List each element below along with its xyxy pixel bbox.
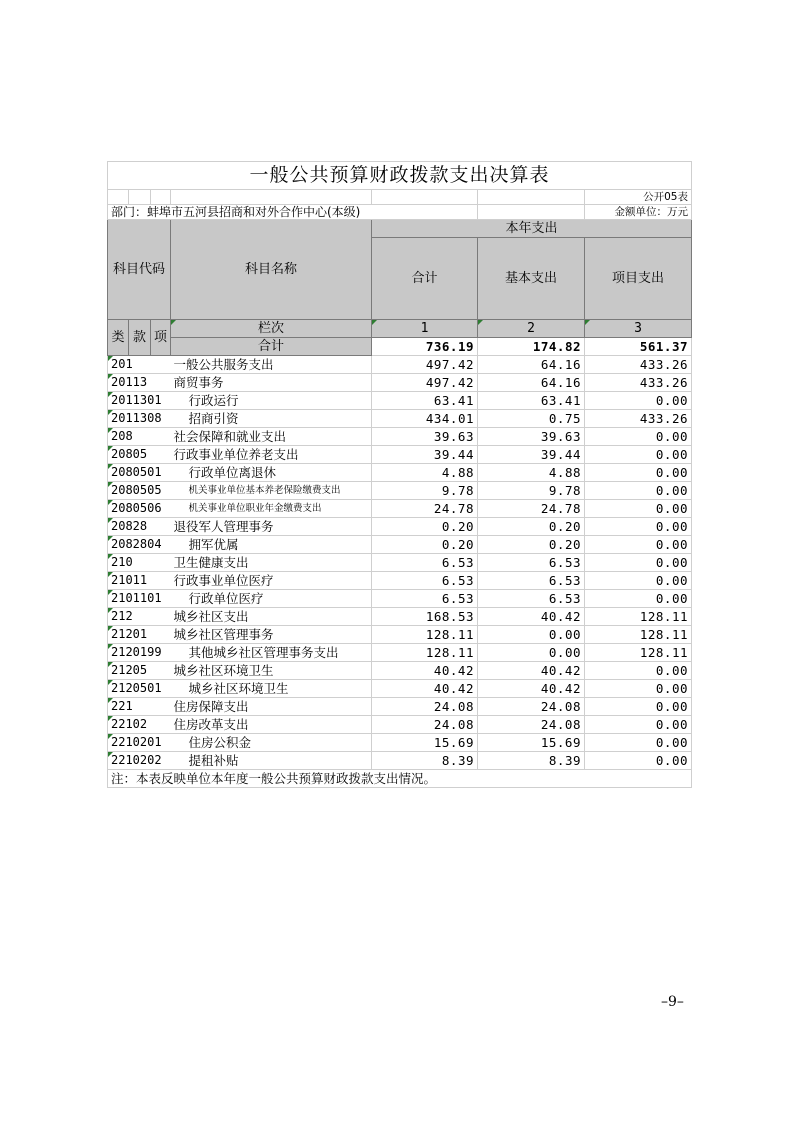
row-basic: 24.08 bbox=[478, 698, 585, 716]
row-name: 商贸事务 bbox=[171, 374, 372, 392]
table-row bbox=[108, 356, 692, 374]
row-name: 住房公积金 bbox=[171, 734, 372, 752]
row-basic: 0.75 bbox=[478, 410, 585, 428]
row-total: 15.69 bbox=[372, 734, 478, 752]
row-total: 4.88 bbox=[372, 464, 478, 482]
header-project: 项目支出 bbox=[585, 238, 692, 320]
row-code: 2082804 bbox=[108, 536, 171, 554]
row-total: 6.53 bbox=[372, 572, 478, 590]
row-total: 24.08 bbox=[372, 716, 478, 734]
header-subject-name: 科目名称 bbox=[171, 220, 372, 320]
row-code: 20828 bbox=[108, 518, 171, 536]
header-lei: 类 bbox=[108, 320, 129, 356]
table-row bbox=[108, 644, 692, 662]
row-name: 招商引资 bbox=[171, 410, 372, 428]
row-total: 9.78 bbox=[372, 482, 478, 500]
row-name: 行政单位离退休 bbox=[171, 464, 372, 482]
row-basic: 8.39 bbox=[478, 752, 585, 770]
row-name: 行政运行 bbox=[171, 392, 372, 410]
row-basic: 64.16 bbox=[478, 374, 585, 392]
budget-table bbox=[107, 161, 692, 788]
row-total: 39.44 bbox=[372, 446, 478, 464]
table-row bbox=[108, 752, 692, 770]
row-total: 40.42 bbox=[372, 662, 478, 680]
row-basic: 40.42 bbox=[478, 680, 585, 698]
table-note: 注：本表反映单位本年度一般公共预算财政拨款支出情况。 bbox=[108, 770, 692, 788]
row-code: 2080501 bbox=[108, 464, 171, 482]
table-row bbox=[108, 554, 692, 572]
row-name: 卫生健康支出 bbox=[171, 554, 372, 572]
row-total: 39.63 bbox=[372, 428, 478, 446]
header-subject-code: 科目代码 bbox=[108, 220, 171, 320]
row-basic: 40.42 bbox=[478, 608, 585, 626]
row-code: 2210202 bbox=[108, 752, 171, 770]
row-total: 128.11 bbox=[372, 644, 478, 662]
row-project: 0.00 bbox=[585, 572, 692, 590]
row-name: 住房改革支出 bbox=[171, 716, 372, 734]
row-total: 63.41 bbox=[372, 392, 478, 410]
table-row bbox=[108, 698, 692, 716]
row-name: 住房保障支出 bbox=[171, 698, 372, 716]
row-code: 21011 bbox=[108, 572, 171, 590]
row-project: 433.26 bbox=[585, 374, 692, 392]
row-project: 0.00 bbox=[585, 446, 692, 464]
row-total: 40.42 bbox=[372, 680, 478, 698]
row-code: 2120199 bbox=[108, 644, 171, 662]
row-code: 208 bbox=[108, 428, 171, 446]
row-project: 0.00 bbox=[585, 500, 692, 518]
form-code: 公开05表 bbox=[585, 190, 692, 205]
row-name: 城乡社区环境卫生 bbox=[171, 680, 372, 698]
row-code: 21201 bbox=[108, 626, 171, 644]
row-project: 0.00 bbox=[585, 680, 692, 698]
row-code: 2080505 bbox=[108, 482, 171, 500]
row-total: 0.20 bbox=[372, 518, 478, 536]
header-kuan: 款 bbox=[129, 320, 151, 356]
table-row bbox=[108, 536, 692, 554]
table-row bbox=[108, 572, 692, 590]
row-project: 0.00 bbox=[585, 518, 692, 536]
total-row bbox=[108, 338, 692, 356]
row-project: 0.00 bbox=[585, 536, 692, 554]
header-total: 合计 bbox=[372, 238, 478, 320]
header-basic: 基本支出 bbox=[478, 238, 585, 320]
row-basic: 39.63 bbox=[478, 428, 585, 446]
header-column-label: 栏次 bbox=[171, 320, 372, 338]
row-basic: 0.00 bbox=[478, 644, 585, 662]
row-project: 128.11 bbox=[585, 644, 692, 662]
row-basic: 6.53 bbox=[478, 554, 585, 572]
table-row bbox=[108, 590, 692, 608]
row-code: 212 bbox=[108, 608, 171, 626]
row-name: 拥军优属 bbox=[171, 536, 372, 554]
row-project: 433.26 bbox=[585, 356, 692, 374]
row-name: 提租补贴 bbox=[171, 752, 372, 770]
row-basic: 24.78 bbox=[478, 500, 585, 518]
row-total: 497.42 bbox=[372, 356, 478, 374]
row-project: 0.00 bbox=[585, 554, 692, 572]
unit-label: 金额单位：万元 bbox=[585, 205, 692, 220]
row-project: 0.00 bbox=[585, 752, 692, 770]
table-row bbox=[108, 446, 692, 464]
row-basic: 15.69 bbox=[478, 734, 585, 752]
row-project: 0.00 bbox=[585, 734, 692, 752]
page-number: –9– bbox=[661, 994, 684, 1010]
row-code: 20113 bbox=[108, 374, 171, 392]
row-code: 2101101 bbox=[108, 590, 171, 608]
total-basic: 174.82 bbox=[478, 338, 585, 356]
row-name: 退役军人管理事务 bbox=[171, 518, 372, 536]
row-basic: 6.53 bbox=[478, 572, 585, 590]
row-basic: 4.88 bbox=[478, 464, 585, 482]
department-label: 部门：蚌埠市五河县招商和对外合作中心(本级) bbox=[108, 205, 478, 220]
table-row bbox=[108, 716, 692, 734]
row-code: 2210201 bbox=[108, 734, 171, 752]
row-basic: 0.20 bbox=[478, 536, 585, 554]
row-basic: 63.41 bbox=[478, 392, 585, 410]
row-code: 2080506 bbox=[108, 500, 171, 518]
row-code: 2011301 bbox=[108, 392, 171, 410]
row-name: 行政事业单位医疗 bbox=[171, 572, 372, 590]
table-row bbox=[108, 608, 692, 626]
row-total: 24.08 bbox=[372, 698, 478, 716]
table-title: 一般公共预算财政拨款支出决算表 bbox=[108, 162, 692, 190]
header-current-year: 本年支出 bbox=[372, 220, 692, 238]
row-total: 24.78 bbox=[372, 500, 478, 518]
row-name: 社会保障和就业支出 bbox=[171, 428, 372, 446]
table-row bbox=[108, 626, 692, 644]
table-row bbox=[108, 680, 692, 698]
row-project: 0.00 bbox=[585, 428, 692, 446]
table-row bbox=[108, 392, 692, 410]
row-project: 0.00 bbox=[585, 590, 692, 608]
row-basic: 0.20 bbox=[478, 518, 585, 536]
row-basic: 64.16 bbox=[478, 356, 585, 374]
row-code: 22102 bbox=[108, 716, 171, 734]
table-row bbox=[108, 662, 692, 680]
row-code: 2011308 bbox=[108, 410, 171, 428]
header-col2: 2 bbox=[478, 320, 585, 338]
table-row bbox=[108, 410, 692, 428]
row-project: 0.00 bbox=[585, 482, 692, 500]
header-col1: 1 bbox=[372, 320, 478, 338]
row-name: 机关事业单位职业年金缴费支出 bbox=[171, 500, 372, 518]
row-total: 8.39 bbox=[372, 752, 478, 770]
table-row bbox=[108, 500, 692, 518]
total-project: 561.37 bbox=[585, 338, 692, 356]
row-code: 221 bbox=[108, 698, 171, 716]
table-row bbox=[108, 464, 692, 482]
row-basic: 39.44 bbox=[478, 446, 585, 464]
row-code: 21205 bbox=[108, 662, 171, 680]
row-name: 城乡社区环境卫生 bbox=[171, 662, 372, 680]
row-total: 0.20 bbox=[372, 536, 478, 554]
row-basic: 40.42 bbox=[478, 662, 585, 680]
row-project: 0.00 bbox=[585, 662, 692, 680]
row-total: 497.42 bbox=[372, 374, 478, 392]
row-basic: 9.78 bbox=[478, 482, 585, 500]
row-total: 128.11 bbox=[372, 626, 478, 644]
total-label: 合计 bbox=[171, 338, 372, 356]
row-total: 6.53 bbox=[372, 554, 478, 572]
row-basic: 0.00 bbox=[478, 626, 585, 644]
row-project: 0.00 bbox=[585, 716, 692, 734]
row-basic: 24.08 bbox=[478, 716, 585, 734]
table-row bbox=[108, 518, 692, 536]
table-row bbox=[108, 734, 692, 752]
header-xiang: 项 bbox=[151, 320, 171, 356]
row-total: 434.01 bbox=[372, 410, 478, 428]
row-project: 0.00 bbox=[585, 392, 692, 410]
row-project: 128.11 bbox=[585, 608, 692, 626]
row-name: 城乡社区管理事务 bbox=[171, 626, 372, 644]
table-row bbox=[108, 428, 692, 446]
row-name: 城乡社区支出 bbox=[171, 608, 372, 626]
row-name: 行政事业单位养老支出 bbox=[171, 446, 372, 464]
row-code: 20805 bbox=[108, 446, 171, 464]
row-total: 168.53 bbox=[372, 608, 478, 626]
row-code: 210 bbox=[108, 554, 171, 572]
budget-table-sheet bbox=[107, 161, 691, 788]
total-value: 736.19 bbox=[372, 338, 478, 356]
row-total: 6.53 bbox=[372, 590, 478, 608]
row-basic: 6.53 bbox=[478, 590, 585, 608]
row-project: 433.26 bbox=[585, 410, 692, 428]
row-code: 2120501 bbox=[108, 680, 171, 698]
row-project: 0.00 bbox=[585, 698, 692, 716]
row-name: 其他城乡社区管理事务支出 bbox=[171, 644, 372, 662]
row-name: 机关事业单位基本养老保险缴费支出 bbox=[171, 482, 372, 500]
row-name: 行政单位医疗 bbox=[171, 590, 372, 608]
row-project: 0.00 bbox=[585, 464, 692, 482]
row-code: 201 bbox=[108, 356, 171, 374]
row-name: 一般公共服务支出 bbox=[171, 356, 372, 374]
table-row bbox=[108, 482, 692, 500]
header-col3: 3 bbox=[585, 320, 692, 338]
table-row bbox=[108, 374, 692, 392]
row-project: 128.11 bbox=[585, 626, 692, 644]
